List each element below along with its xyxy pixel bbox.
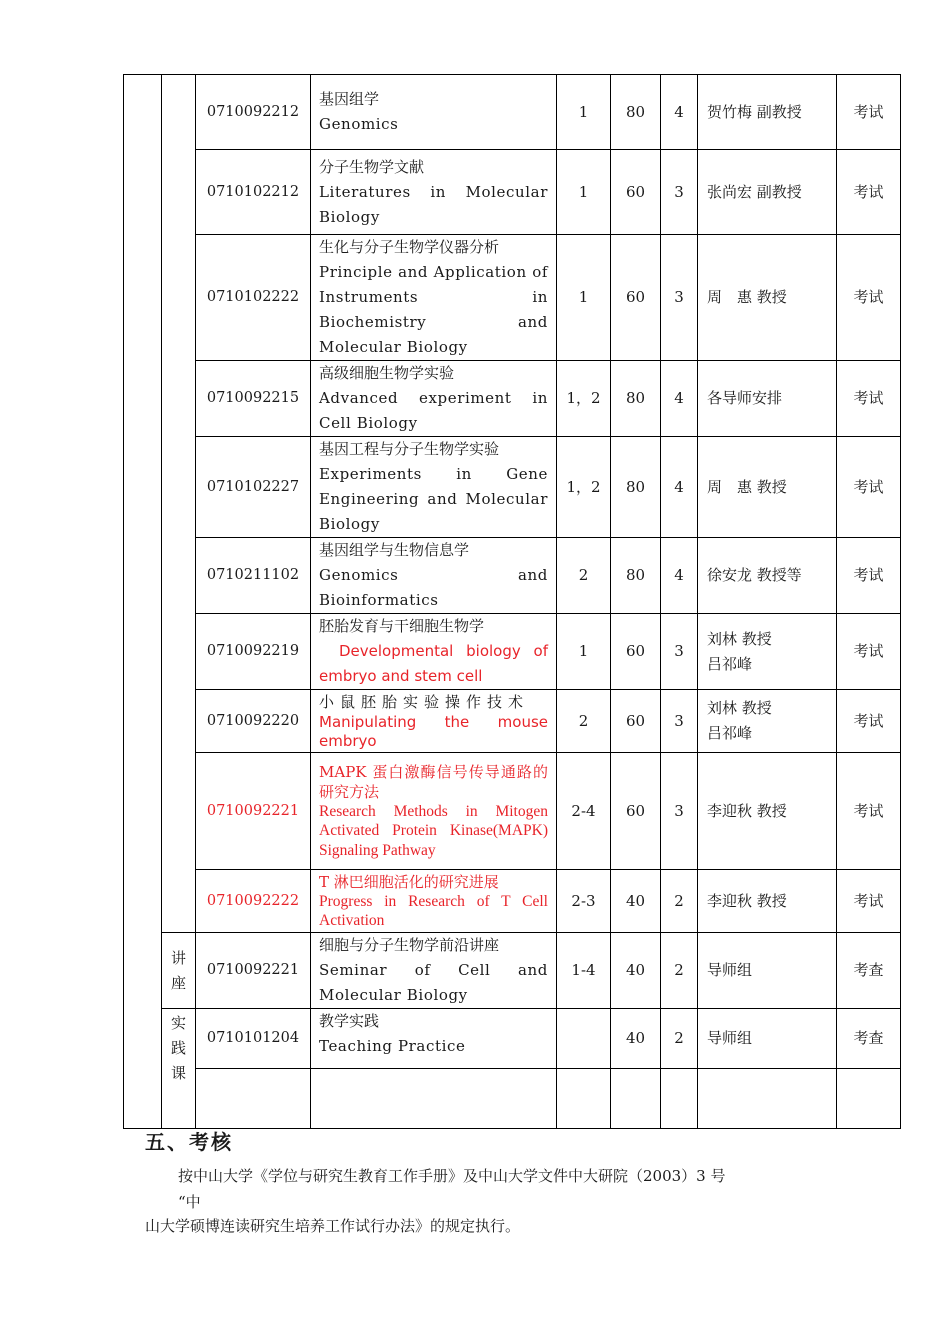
credits: 4 <box>661 437 698 538</box>
table-row <box>124 1009 901 1069</box>
course-code: 0710101204 <box>196 1009 311 1069</box>
credits: 4 <box>661 538 698 614</box>
hours: 60 <box>611 614 661 690</box>
table-row <box>124 870 901 933</box>
credits: 2 <box>661 933 698 1009</box>
semester: 1 <box>557 235 611 361</box>
empty-cell <box>698 1069 837 1129</box>
credits: 3 <box>661 614 698 690</box>
hours: 40 <box>611 1009 661 1069</box>
course-name-zh: 细胞与分子生物学前沿讲座 <box>319 936 500 954</box>
credits: 2 <box>661 1009 698 1069</box>
empty-cell <box>196 1069 311 1129</box>
exam-type: 考试 <box>837 235 901 361</box>
semester <box>557 1009 611 1069</box>
course-code: 0710092212 <box>196 75 311 150</box>
course-name-en: Manipulating the mouse embryo <box>319 713 548 750</box>
table-row <box>124 150 901 235</box>
section-heading: 五、考核 <box>145 1130 233 1154</box>
course-name-en: Literatures in Molecular Biology <box>319 182 548 226</box>
credits: 4 <box>661 361 698 437</box>
semester: 1，2 <box>557 361 611 437</box>
table-row <box>124 614 901 690</box>
category-label <box>162 1009 196 1129</box>
exam-type: 考查 <box>837 1009 901 1069</box>
course-name-zh: 基因组学 <box>319 90 380 108</box>
hours: 80 <box>611 361 661 437</box>
course-name-zh: 高级细胞生物学实验 <box>319 364 455 382</box>
teacher-name: 刘林 教授 <box>707 699 772 717</box>
course-name <box>311 538 557 614</box>
table-row <box>124 933 901 1009</box>
table-row <box>124 437 901 538</box>
exam-type: 考试 <box>837 538 901 614</box>
empty-cell <box>311 1069 557 1129</box>
paragraph-line-1: 按中山大学《学位与研究生教育工作手册》及中山大学文件中大研院（2003）3 号 <box>178 1167 726 1185</box>
table-row <box>124 75 901 150</box>
course-table <box>123 74 901 1129</box>
course-name-zh: T 淋巴细胞活化的研究进展 <box>319 872 499 891</box>
exam-type: 考试 <box>837 690 901 753</box>
category-label <box>162 933 196 1009</box>
course-name <box>311 753 557 870</box>
exam-type: 考查 <box>837 933 901 1009</box>
teacher <box>698 690 837 753</box>
exam-type: 考试 <box>837 614 901 690</box>
course-code: 0710092215 <box>196 361 311 437</box>
hours: 60 <box>611 235 661 361</box>
credits: 4 <box>661 75 698 150</box>
course-name-en: Teaching Practice <box>319 1037 466 1055</box>
paragraph-line-3: 山大学硕博连读研究生培养工作试行办法》的规定执行。 <box>145 1217 521 1235</box>
semester: 2-4 <box>557 753 611 870</box>
semester: 1，2 <box>557 437 611 538</box>
table-row <box>124 235 901 361</box>
hours: 60 <box>611 753 661 870</box>
teacher: 周 惠 教授 <box>698 437 837 538</box>
credits: 2 <box>661 870 698 933</box>
category-text: 实践课 <box>171 1014 187 1082</box>
credits: 3 <box>661 235 698 361</box>
hours: 40 <box>611 933 661 1009</box>
semester: 1 <box>557 614 611 690</box>
course-name-zh: 基因工程与分子生物学实验 <box>319 440 500 458</box>
teacher-name: 刘林 教授 <box>707 629 772 648</box>
course-name-zh: 教学实践 <box>319 1012 380 1030</box>
category-cell <box>162 75 196 933</box>
course-name-en: Research Methods in Mitogen Activated Protein Kinase(MAPK) Signaling Pathway <box>319 802 548 859</box>
course-name <box>311 1009 557 1069</box>
exam-type: 考试 <box>837 361 901 437</box>
course-name-en: Genomics and Bioinformatics <box>319 566 548 609</box>
exam-type: 考试 <box>837 753 901 870</box>
course-code: 0710092221 <box>196 753 311 870</box>
semester: 1 <box>557 75 611 150</box>
credits: 3 <box>661 690 698 753</box>
outer-category-cell <box>124 75 162 1129</box>
course-name <box>311 870 557 933</box>
table-row <box>124 690 901 753</box>
semester: 2 <box>557 690 611 753</box>
hours: 40 <box>611 870 661 933</box>
credits: 3 <box>661 753 698 870</box>
exam-type: 考试 <box>837 75 901 150</box>
course-code: 0710102227 <box>196 437 311 538</box>
exam-type: 考试 <box>837 150 901 235</box>
table-row <box>124 538 901 614</box>
hours: 80 <box>611 75 661 150</box>
teacher: 李迎秋 教授 <box>698 870 837 933</box>
course-name-en: Developmental biology of embryo and stem cell <box>319 642 548 685</box>
teacher-name-2: 吕祁峰 <box>707 724 753 742</box>
exam-type: 考试 <box>837 870 901 933</box>
teacher <box>698 614 837 690</box>
course-code: 0710092220 <box>196 690 311 753</box>
teacher: 张尚宏 副教授 <box>698 150 837 235</box>
course-name-en: Progress in Research of T Cell Activation <box>319 892 548 929</box>
category-text: 讲座 <box>171 948 187 992</box>
teacher: 导师组 <box>698 933 837 1009</box>
course-code: 0710102222 <box>196 235 311 361</box>
course-name <box>311 933 557 1009</box>
course-name-en: Experiments in Gene Engineering and Molecular Biology <box>319 465 548 533</box>
course-name <box>311 437 557 538</box>
table-row <box>124 361 901 437</box>
hours: 60 <box>611 150 661 235</box>
course-name-zh: 胚胎发育与干细胞生物学 <box>319 617 485 635</box>
empty-cell <box>837 1069 901 1129</box>
hours: 80 <box>611 437 661 538</box>
course-name <box>311 75 557 150</box>
course-name-zh: 小鼠胚胎实验操作技术 <box>319 693 530 711</box>
table-row <box>124 753 901 870</box>
teacher: 徐安龙 教授等 <box>698 538 837 614</box>
teacher: 李迎秋 教授 <box>698 753 837 870</box>
course-name <box>311 614 557 690</box>
course-name-zh: 基因组学与生物信息学 <box>319 541 470 559</box>
course-name-zh: 生化与分子生物学仪器分析 <box>319 238 500 256</box>
course-code: 0710092221 <box>196 933 311 1009</box>
course-name-en: Principle and Application of Instruments in Biochemistry and Molecular Biology <box>319 263 548 356</box>
exam-type: 考试 <box>837 437 901 538</box>
course-name <box>311 235 557 361</box>
empty-cell <box>611 1069 661 1129</box>
course-name <box>311 361 557 437</box>
course-code: 0710092222 <box>196 870 311 933</box>
course-code: 0710102212 <box>196 150 311 235</box>
semester: 1 <box>557 150 611 235</box>
empty-row <box>124 1069 901 1129</box>
course-code: 0710092219 <box>196 614 311 690</box>
course-name-en: Seminar of Cell and Molecular Biology <box>319 961 548 1004</box>
teacher: 周 惠 教授 <box>698 235 837 361</box>
empty-cell <box>557 1069 611 1129</box>
course-code: 0710211102 <box>196 538 311 614</box>
course-name-en: Advanced experiment in Cell Biology <box>319 389 548 432</box>
empty-cell <box>661 1069 698 1129</box>
course-name <box>311 150 557 235</box>
teacher-name-2: 吕祁峰 <box>707 654 753 673</box>
semester: 1-4 <box>557 933 611 1009</box>
teacher: 贺竹梅 副教授 <box>698 75 837 150</box>
course-name-en: Genomics <box>319 115 399 133</box>
course-name-zh: 分子生物学文献 <box>319 157 425 176</box>
hours: 60 <box>611 690 661 753</box>
teacher: 各导师安排 <box>698 361 837 437</box>
semester: 2-3 <box>557 870 611 933</box>
paragraph-line-2: “中 <box>178 1193 201 1211</box>
teacher: 导师组 <box>698 1009 837 1069</box>
course-name-zh: MAPK 蛋白激酶信号传导通路的研究方法 <box>319 762 548 801</box>
course-name <box>311 690 557 753</box>
hours: 80 <box>611 538 661 614</box>
credits: 3 <box>661 150 698 235</box>
semester: 2 <box>557 538 611 614</box>
